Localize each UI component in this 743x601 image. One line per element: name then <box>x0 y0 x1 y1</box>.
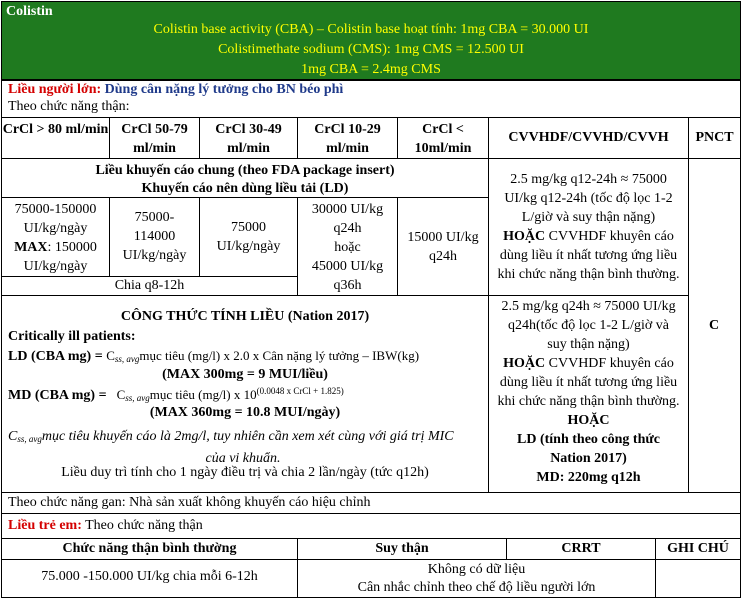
renal-label-row <box>1 98 741 118</box>
col-crcl-80: CrCl > 80 ml/min <box>1 117 110 159</box>
dose-crcl-10: 15000 UI/kg q24h <box>397 197 489 296</box>
header-line-2: Colistimethate sodium (CMS): 1mg CMS = 12.500 UI <box>218 42 524 57</box>
col-pnct: PNCT <box>688 117 741 159</box>
renal-label: Theo chức năng thận: <box>8 99 130 114</box>
adult-dose-note: Dùng cân nặng lý tưởng cho BN béo phì <box>104 82 344 97</box>
dose-crcl-80: 75000-150000 UI/kg/ngày MAX: 150000 UI/kg/ngày <box>1 197 110 277</box>
ld-max: (MAX 300mg = 9 MUI/liều) <box>162 367 328 382</box>
hepatic-row <box>1 492 741 514</box>
col-crcl-30-49: CrCl 30-49 ml/min <box>199 117 298 159</box>
maintenance-note: Liều duy trì tính cho 1 ngày điều trị và chia 2 lần/ngày (tức q12h) <box>61 465 429 480</box>
child-renal-crrt <box>297 559 656 598</box>
split-dosing: Chia q8-12h <box>1 276 298 296</box>
pnct-value: C <box>709 318 720 333</box>
adult-dose-row <box>1 80 741 99</box>
child-col-renal: Suy thận <box>297 538 507 560</box>
css-note: $C_{ss, avg}mục$ tiêu khuyến cáo là 2mg/l, tuy nhiên cần xem xét cùng với giá trị MIC của vi khuẩn. <box>8 429 454 466</box>
dose-crcl-50-79: 75000- 114000 UI/kg/ngày <box>109 197 200 277</box>
adult-dose-label: Liều người lớn: <box>8 82 102 97</box>
critically-ill-label: Critically ill patients: <box>8 329 136 344</box>
child-normal-dose: 75.000 -150.000 UI/kg chia mỗi 6-12h <box>1 559 298 598</box>
ld-formula: LD (CBA $mg) = C_{ss, avg}mục$ tiêu (mg/l) x 2.0 x Cân nặng lý tưởng – IBW(kg) <box>8 348 420 364</box>
drug-title: Colistin <box>6 4 53 19</box>
fda-title: Liều khuyến cáo chung (theo FDA package insert) Khuyến cáo nên dùng liều tải (LD) <box>1 158 489 198</box>
hepatic-text: Theo chức năng gan: Nhà sản xuất không khuyến cáo hiệu chỉnh <box>8 495 371 510</box>
crrt-nation: 2.5 mg/kg q24h ≈ 75000 UI/kg q24h(tốc độ lọc 1-2 L/giờ và suy thận nặng) HOẶC CVVHDF khuyên cáo dùng liều ít nhất tương ứng liều khi chức năng thận bình thường. HOẶC LD (tính theo công thức Nation 2017) MD: 220mg q12h <box>488 295 689 493</box>
md-max: (MAX 360mg = 10.8 MUI/ngày) <box>149 405 341 420</box>
col-crcl-10: CrCl < 10ml/min <box>397 117 489 159</box>
col-crcl-50-79: CrCl 50-79 ml/min <box>109 117 200 159</box>
drug-header <box>1 1 741 80</box>
crrt-fda: 2.5 mg/kg q12-24h ≈ 75000 UI/kg q12-24h (tốc độ lọc 1-2 L/giờ và suy thận nặng) HOẶC CVVHDF khuyên cáo dùng liều ít nhất tương ứng liều khi chức năng thận bình thường. <box>488 158 689 296</box>
child-adjust-note: Cân nhắc chỉnh theo chế độ liều người lớn <box>357 580 596 595</box>
col-crrt: CVVHDF/CVVHD/CVVH <box>488 117 689 159</box>
child-col-normal: Chức năng thận bình thường <box>1 538 298 560</box>
child-dose-label: Liều trẻ em: <box>8 518 82 533</box>
child-dose-note: Theo chức năng thận <box>85 518 203 533</box>
child-notes-value <box>655 559 741 598</box>
dose-crcl-10-29: 30000 UI/kg q24h hoặc 45000 UI/kg q36h <box>297 197 398 296</box>
child-col-crrt: CRRT <box>506 538 656 560</box>
col-crcl-10-29: CrCl 10-29 ml/min <box>297 117 398 159</box>
nation-formula <box>1 295 489 493</box>
header-line-3: 1mg CBA = 2.4mg CMS <box>301 62 441 77</box>
header-line-1: Colistin base activity (CBA) – Colistin base hoạt tính: 1mg CBA = 30.000 UI <box>153 22 589 37</box>
md-formula: MD (CBA $mg) = C_{ss, avg}mục$ tiêu (mg/l) x $10^{(0.0048 x CrCl + 1.825)}$ <box>8 386 344 403</box>
nation-title: CÔNG THỨC TÍNH LIỀU (Nation 2017) <box>120 309 370 324</box>
child-dose-row <box>1 513 741 539</box>
child-col-notes: GHI CHÚ <box>655 538 741 560</box>
pnct-cell <box>688 158 741 493</box>
child-no-data: Không có dữ liệu <box>427 562 526 577</box>
dose-crcl-30-49: 75000 UI/kg/ngày <box>199 197 298 277</box>
